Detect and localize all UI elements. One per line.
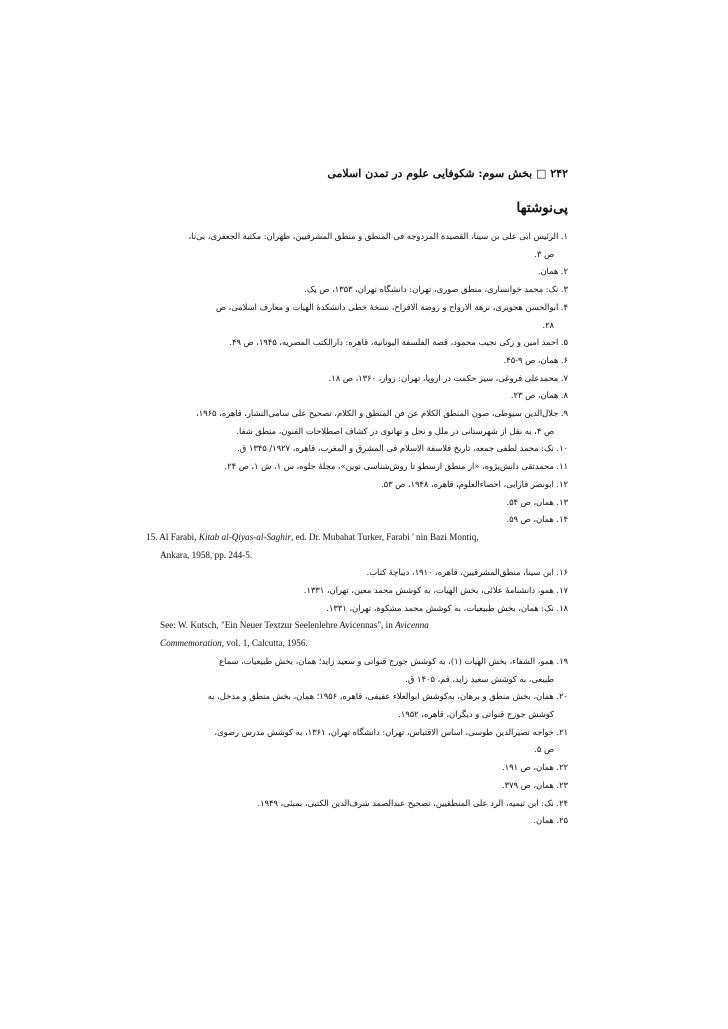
endnote-line: طبیعی، به کوشش سعید زاید، قم، ۱۴۰۵ ق. — [405, 673, 554, 684]
endnote-line: ۲۰. همان، بخش منطق و برهان، به‌کوشش ابوالعلاء عفیفی، قاهره، ۱۹۵۶؛ همان، بخش منطق و مدخل، به — [207, 691, 568, 702]
endnote-line: ۲۳. همان، ص ۳۷۹. — [502, 779, 568, 790]
section-title: پی‌نوشتها — [516, 200, 568, 216]
endnote-line: ۳. نک: محمد خوانساری، منطق صوری، تهران: دانشگاه تهران، ۱۳۵۳، ص یک. — [304, 284, 568, 295]
endnote-line: ۱. الرئیس ابی علی بن سینا، القصیدة المزدوجه فی المنطق و منطق المشرقیین، طهران: مکتبة الجعفری، بی‌تا، — [188, 231, 568, 241]
endnote-line: ۲. همان. — [537, 266, 568, 277]
endnote-line: ۲۸. — [542, 319, 554, 330]
endnote-line: ۲۴. نک: ابن تیمیه، الرد علی المنطقیین، تصحیح عبدالصمد شرف‌الدین الکتبی، بمبئی، ۱۹۴۹. — [257, 797, 568, 808]
endnote-line: ۱۹. همو، الشفاء، بخش الهیات (۱)، به کوشش جورج قنواتی و سعید زاید؛ همان، بخش طبیعیات، سماع — [219, 655, 568, 666]
endnote-line — [146, 547, 582, 565]
endnote-line: ۱۱. محمدتقی دانش‌پژوه، «از منطق ارسطو تا روش‌شناسی نوین»، مجلهٔ جلوه، س ۱، ش ۱، ص ۲۴. — [224, 461, 568, 472]
endnotes-list — [146, 228, 568, 830]
endnote-line: ۲۲. همان، ص ۱۹۱. — [502, 762, 568, 773]
endnote-line: ۹. جلال‌الدین سیوطی، صون المنطق الکلام عن فن المنطق و الکلام، تصحیح علی سامی‌النشار، قاهره، ۱۹۶۵، — [195, 408, 568, 419]
running-head: ۲۴۲ □ بخش سوم: شکوفایی علوم در تمدن اسلامی — [327, 167, 568, 180]
endnote-line: ۸. همان، ص ۲۳. — [510, 390, 568, 401]
italic-title: Kitab al-Qiyas-al-Saghir — [198, 531, 291, 542]
endnote-line: ۵. احمد امین و زکی نجیب محمود، قصة الفلسفة الیونانیة، قاهره: دارالکتب المصریه، ۱۹۴۵، ص ۴۹. — [229, 337, 568, 348]
note-text: Ankara, 1958, pp. 244-5. — [160, 549, 253, 560]
endnote-line: ۱۶. ابن سینا، منطق‌المشرقیین، قاهره، ۱۹۱۰، دیباچهٔ کتاب. — [366, 567, 568, 578]
endnote-line: ص ۴، به نقل از شهرستانی در ملل و نحل و تهانوی در کشاف اصطلاحات الفنون، منطق شفا. — [236, 425, 554, 436]
note-text: , ed. Dr. Mubahat Turker, Farabi ' nin Bazi Montiq, — [290, 531, 479, 542]
italic-title: Commemoration — [160, 638, 222, 649]
note-text: 15. Al Farabi, — [146, 531, 199, 542]
italic-title: Avicenna — [395, 620, 429, 631]
endnote-line: کوشش جورج قنواتی و دیگران، قاهره، ۱۹۵۲. — [398, 708, 554, 719]
endnote-line: ۱۴. همان، ص ۵۹. — [506, 514, 568, 525]
endnote-line: ۱۳. همان، ص ۵۴. — [506, 496, 568, 507]
note-text: , vol. 1, Calcutta, 1956. — [221, 638, 308, 649]
endnote-line: ۱۷. همو، دانشنامهٔ علائی، بخش الهیات، به کوشش محمد معین، تهران، ۱۳۳۱. — [303, 585, 568, 596]
endnote-line: ص ۵. — [534, 744, 554, 755]
endnote-line: ۶. همان، ص ۹-۴۵. — [503, 354, 568, 365]
endnote-line: ۷. محمدعلی فروغی، سیر حکمت در اروپا، تهران: زوار، ۱۳۶۰، ص ۱۸. — [328, 372, 568, 383]
endnote-line: ۴. ابوالحسن هجویری، نزهة الارواح و روضة الافراح، نسخهٔ خطی دانشکدهٔ الهیات و معارف اسلامی، ص — [215, 301, 568, 312]
endnote-line — [160, 617, 568, 635]
note-text: See: W. Kutsch, "Ein Neuer Textzur Seelenlehre Avicennas", in — [160, 620, 396, 631]
endnote-line: ۱۰. نک: محمد لطفی جمعه، تاریخ فلاسفة الاسلام فی المشرق و المغرب، قاهره، ۱۹۲۷/ ۱۳۴۵ ق. — [237, 443, 568, 454]
endnote-line — [146, 529, 568, 547]
endnote-line — [160, 635, 568, 653]
endnote-line: ۱۸. نک: همان، بخش طبیعیات، به کوشش محمد مشکوة، تهران، ۱۳۳۱. — [326, 602, 568, 613]
endnote-line: ص ۳. — [534, 248, 554, 259]
endnote-line: ۲۵. همان. — [533, 815, 568, 826]
endnote-line: ۱۲. ابونصر فارابی، احصاءالعلوم، قاهره، ۱۹۴۸، ص ۵۳. — [380, 478, 568, 489]
endnote-line: ۲۱. خواجه نصیرالدین طوسی، اساس الاقتباس، تهران: دانشگاه تهران، ۱۳۶۱، به کوشش مدرس رضوی، — [214, 726, 568, 737]
